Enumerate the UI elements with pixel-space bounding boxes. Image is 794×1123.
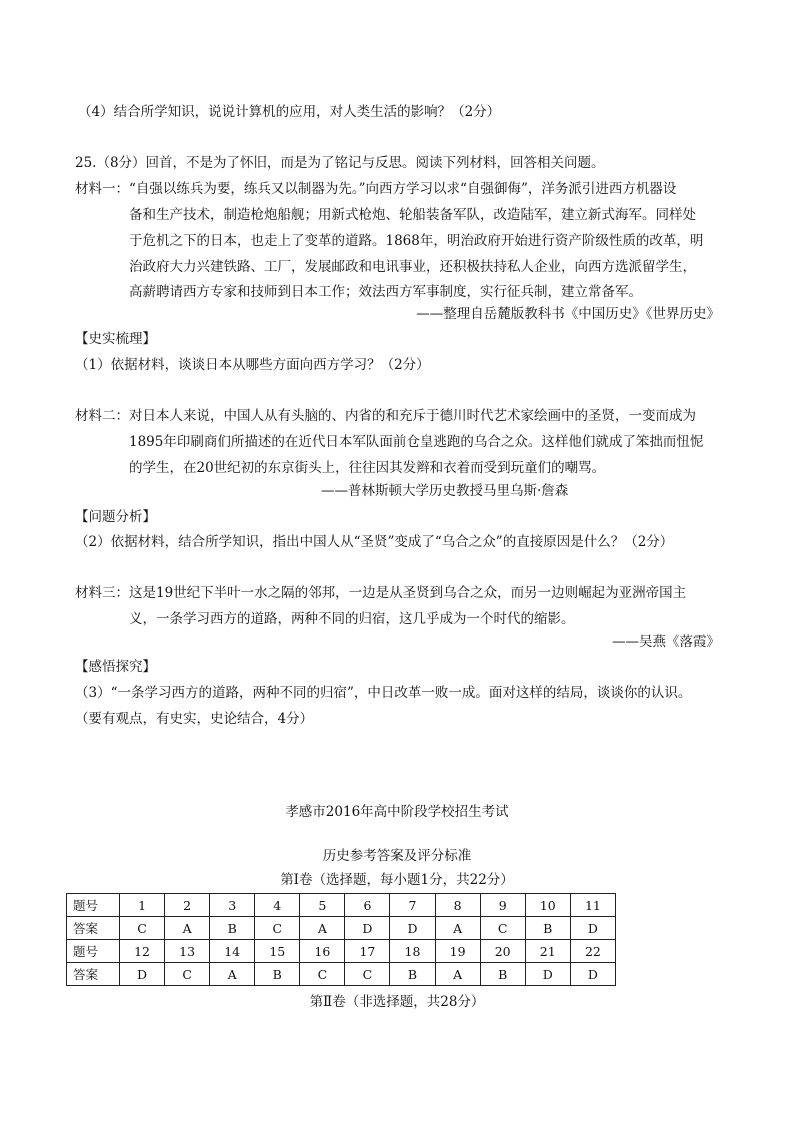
row-label-answer: 答案 xyxy=(67,963,120,986)
material-1-line: 高薪聘请西方专家和技师到日本工作；效法西方军事制度，实行征兵制，建立常备军。 xyxy=(129,284,642,300)
answer-key-exam-title: 孝感市2016年高中阶段学校招生考试 xyxy=(285,804,509,820)
question-number: 9 xyxy=(480,894,525,917)
question-number: 12 xyxy=(120,940,165,963)
answer-cell: A xyxy=(300,917,345,940)
answer-cell: D xyxy=(570,917,615,940)
material-3-line: 材料三：这是19世纪下半叶一水之隔的邻邦，一边是从圣贤到乌合之众，而另一边则崛起为亚洲帝国主 xyxy=(75,585,687,601)
answer-key-subtitle: 历史参考答案及评分标准 xyxy=(322,848,472,864)
question-4-previous: （4）结合所学知识，说说计算机的应用，对人类生活的影响？（2分） xyxy=(78,104,501,120)
material-3-line: 义，一条学习西方的道路，两种不同的归宿，这几乎成为一个时代的缩影。 xyxy=(129,611,575,627)
material-2-line: 1895年印刷商们所描述的在近代日本军队面前仓皇逃跑的乌合之众。这样他们就成了笨拙而忸怩 xyxy=(129,434,704,450)
question-number: 16 xyxy=(300,940,345,963)
question-number: 22 xyxy=(570,940,615,963)
answer-cell: A xyxy=(435,963,480,986)
answer-cell: C xyxy=(255,917,300,940)
section-title-fact-review: 【史实梳理】 xyxy=(75,331,156,347)
answer-cell: A xyxy=(435,917,480,940)
section-title-reflection: 【感悟探究】 xyxy=(75,659,156,675)
table-row xyxy=(67,917,616,940)
material-1-source: ——整理自岳麓版教科书《中国历史》《世界历史》 xyxy=(416,306,720,322)
question-number: 19 xyxy=(435,940,480,963)
answer-cell: C xyxy=(300,963,345,986)
table-row xyxy=(67,940,616,963)
answer-cell: A xyxy=(165,917,210,940)
question-number: 18 xyxy=(390,940,435,963)
section-title-problem-analysis: 【问题分析】 xyxy=(75,509,156,525)
question-number: 7 xyxy=(390,894,435,917)
material-2-line: 的学生，在20世纪初的东京街头上，往往因其发辫和衣着而受到玩童们的嘲骂。 xyxy=(129,460,606,476)
table-row xyxy=(67,963,616,986)
question-number: 13 xyxy=(165,940,210,963)
question-3-line: （要有观点，有史实，史论结合，4分） xyxy=(75,711,314,727)
question-number: 17 xyxy=(345,940,390,963)
question-number: 3 xyxy=(210,894,255,917)
question-number: 2 xyxy=(165,894,210,917)
answer-cell: C xyxy=(120,917,165,940)
answer-cell: C xyxy=(480,917,525,940)
question-number: 21 xyxy=(525,940,570,963)
question-number: 10 xyxy=(525,894,570,917)
answer-cell: B xyxy=(255,963,300,986)
question-3-line: （3）“一条学习西方的道路，两种不同的归宿”，中日改革一败一成。面对这样的结局，谈谈你的认识。 xyxy=(75,685,692,701)
question-number: 5 xyxy=(300,894,345,917)
answer-cell: B xyxy=(480,963,525,986)
material-2-source: ——普林斯顿大学历史教授马里乌斯·詹森 xyxy=(321,483,569,499)
answer-cell: D xyxy=(120,963,165,986)
question-number: 6 xyxy=(345,894,390,917)
question-number: 1 xyxy=(120,894,165,917)
question-1: （1）依据材料，谈谈日本从哪些方面向西方学习？（2分） xyxy=(75,357,430,373)
answer-cell: B xyxy=(390,963,435,986)
material-3-source: ——吴燕《落霞》 xyxy=(612,634,720,650)
question-number: 8 xyxy=(435,894,480,917)
material-1-line: 治政府大力兴建铁路、工厂，发展邮政和电讯事业，还积极扶持私人企业，向西方选派留学生， xyxy=(129,259,696,275)
material-2-line: 材料二：对日本人来说，中国人从有头脑的、内省的和充斥于德川时代艺术家绘画中的圣贤，一变而成为 xyxy=(75,408,696,424)
question-number: 14 xyxy=(210,940,255,963)
question-number: 11 xyxy=(570,894,615,917)
question-25-intro: 25.（8分）回首，不是为了怀旧，而是为了铭记与反思。阅读下列材料，回答相关问题。 xyxy=(75,155,605,171)
answer-table xyxy=(66,893,616,986)
answer-key-part2-title: 第Ⅱ卷（非选择题，共28分） xyxy=(309,994,485,1010)
question-number: 15 xyxy=(255,940,300,963)
answer-cell: B xyxy=(525,917,570,940)
question-2: （2）依据材料，结合所学知识，指出中国人从“圣贤”变成了“乌合之众”的直接原因是什么？（2分） xyxy=(75,534,674,550)
material-1-line: 于危机之下的日本，也走上了变革的道路。1868年，明治政府开始进行资产阶级性质的改革，明 xyxy=(129,233,704,249)
row-label-question: 题号 xyxy=(67,940,120,963)
question-number: 4 xyxy=(255,894,300,917)
table-row xyxy=(67,894,616,917)
answer-cell: D xyxy=(525,963,570,986)
answer-cell: D xyxy=(345,917,390,940)
row-label-answer: 答案 xyxy=(67,917,120,940)
answer-key-part1-title: 第Ⅰ卷（选择题，每小题1分，共22分） xyxy=(280,872,514,888)
answer-cell: C xyxy=(345,963,390,986)
row-label-question: 题号 xyxy=(67,894,120,917)
material-1-line: 备和生产技术，制造枪炮船舰；用新式枪炮、轮船装备军队，改造陆军，建立新式海军。同样处 xyxy=(129,207,696,223)
answer-cell: C xyxy=(165,963,210,986)
answer-cell: B xyxy=(210,917,255,940)
answer-cell: D xyxy=(570,963,615,986)
material-1-line: 材料一：“自强以练兵为要，练兵又以制器为先。”向西方学习以求“自强御侮”，洋务派引进西方机器设 xyxy=(75,181,677,197)
answer-cell: A xyxy=(210,963,255,986)
answer-cell: D xyxy=(390,917,435,940)
question-number: 20 xyxy=(480,940,525,963)
